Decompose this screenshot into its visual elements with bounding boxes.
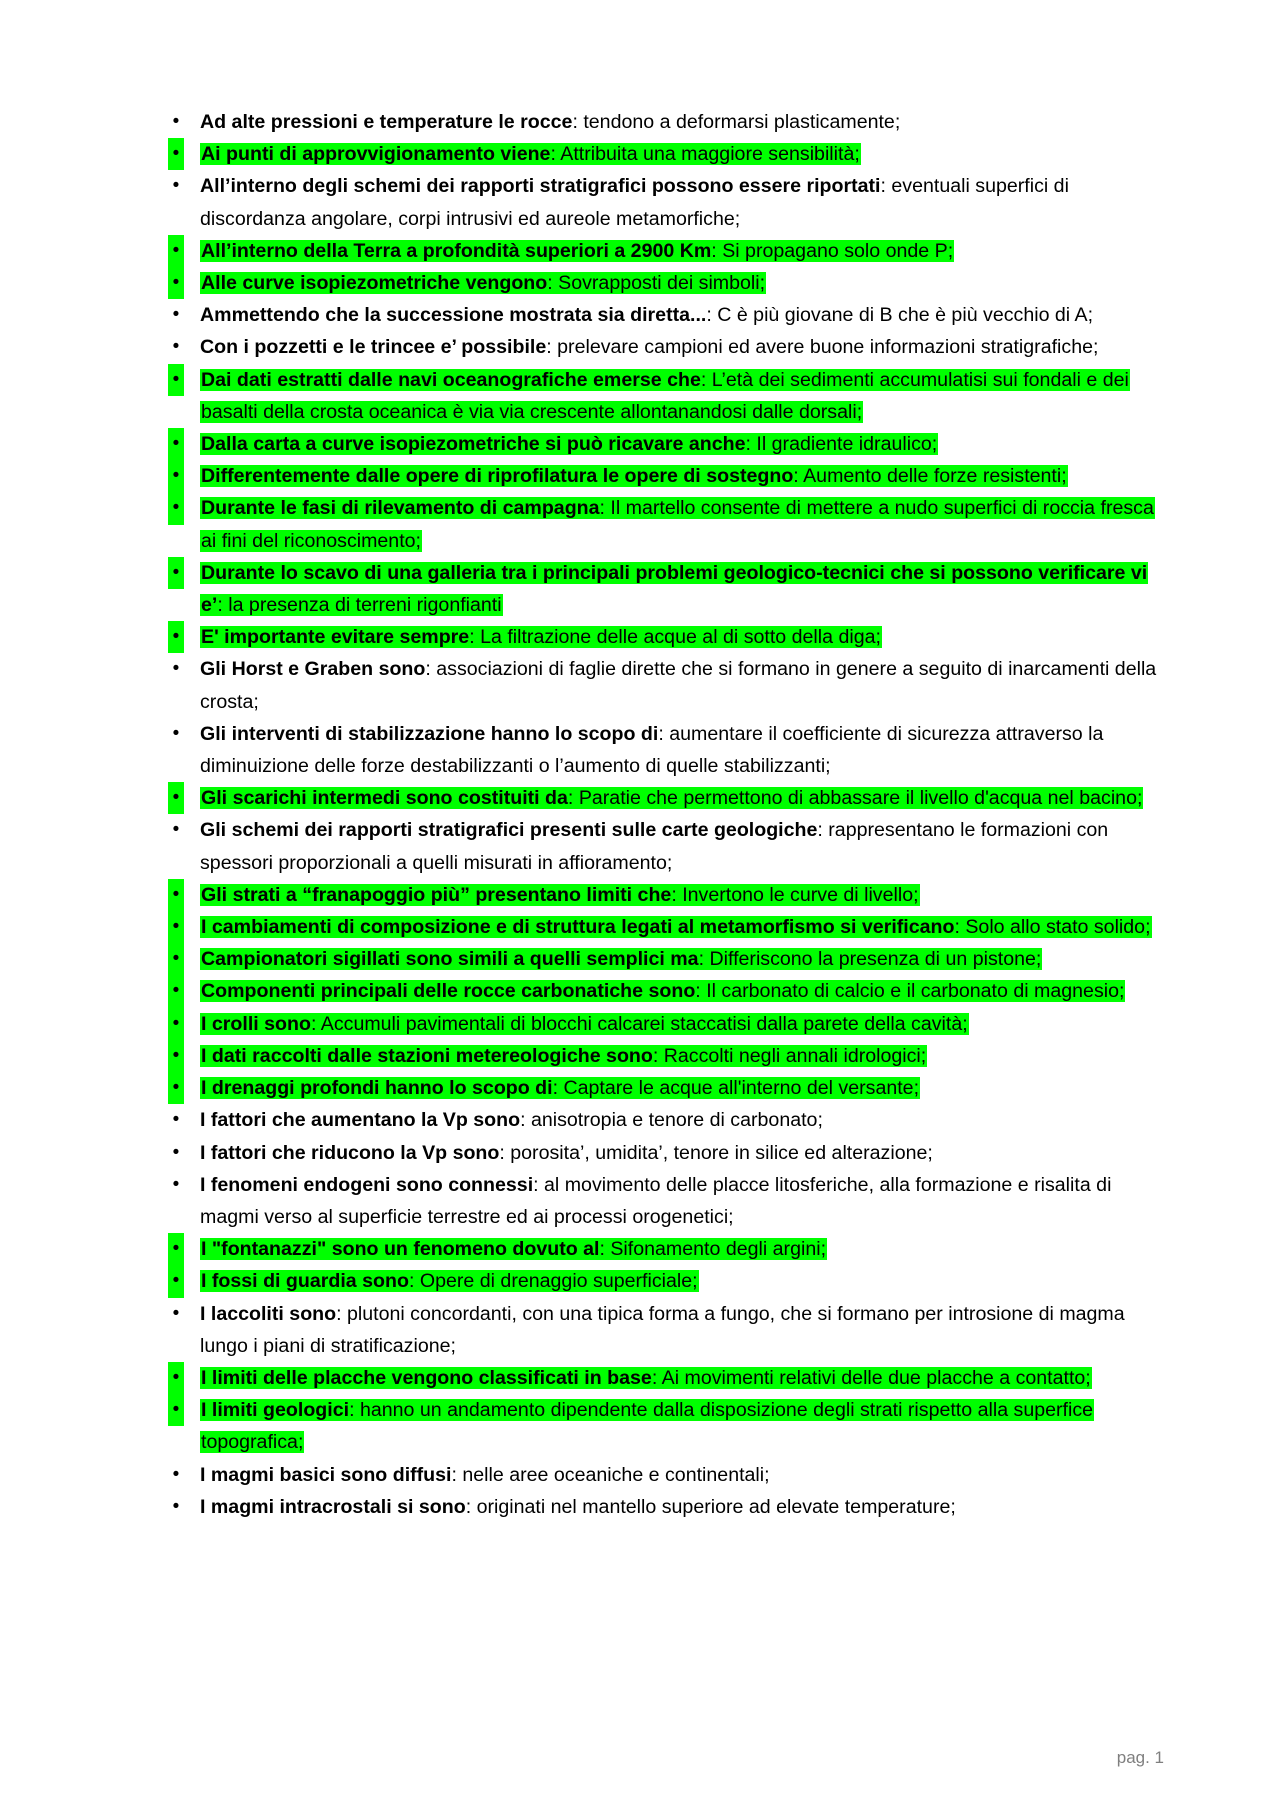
bullet-icon: •	[172, 722, 180, 744]
item-text	[200, 1303, 1125, 1357]
list-item	[172, 106, 1160, 138]
item-text	[200, 304, 1093, 326]
question-text: E' importante evitare sempre	[201, 626, 470, 649]
item-text	[200, 1013, 969, 1035]
list-item	[172, 879, 1160, 911]
bullet-icon: •	[168, 267, 184, 299]
question-text: I crolli sono	[201, 1012, 311, 1035]
item-text	[200, 1270, 699, 1292]
bullet-icon: •	[168, 1265, 184, 1297]
list-item	[172, 1137, 1160, 1169]
separator: :	[706, 304, 718, 327]
list-item	[172, 1491, 1160, 1523]
list-item	[172, 299, 1160, 331]
bullet-icon: •	[172, 336, 180, 358]
bullet-icon: •	[172, 1463, 180, 1485]
question-text: Ammettendo che la successione mostrata sia diretta...	[200, 304, 707, 327]
bullet-icon: •	[172, 819, 180, 841]
separator: :	[451, 1463, 463, 1486]
answer-text: Il gradiente idraulico;	[756, 433, 938, 456]
bullet-icon: •	[168, 428, 184, 460]
page-number: pag. 1	[1116, 1748, 1164, 1767]
item-text	[200, 819, 1108, 873]
separator: :	[599, 497, 611, 520]
question-text: Componenti principali delle rocce carbonatiche sono	[201, 980, 696, 1003]
bullet-icon: •	[168, 879, 184, 911]
bullet-icon: •	[168, 1008, 184, 1040]
question-text: I magmi intracrostali si sono	[200, 1495, 466, 1518]
question-text: I fossi di guardia sono	[201, 1270, 409, 1293]
item-text	[200, 1077, 920, 1099]
question-text: Durante lo scavo di una galleria tra i principali problemi geologico-tecnici che si possono verificare vi e’	[201, 561, 1148, 617]
question-text: Gli Horst e Graben sono	[200, 658, 426, 681]
answer-text: tendono a deformarsi plasticamente;	[583, 111, 901, 133]
answer-text: Ai movimenti relativi delle due placche a contatto;	[661, 1366, 1091, 1389]
bullet-icon: •	[172, 658, 180, 680]
answer-text: plutoni concordanti, con una tipica forma a fungo, che si formano per introsione di magma lungo i piani di stratificazione;	[200, 1302, 1125, 1357]
item-text	[200, 1399, 1094, 1453]
list-item	[172, 1233, 1160, 1265]
item-text	[200, 884, 920, 906]
separator: :	[336, 1302, 347, 1325]
separator: :	[217, 594, 229, 617]
question-text: I dati raccolti dalle stazioni metereologiche sono	[201, 1044, 653, 1067]
question-text: Gli schemi dei rapporti stratigrafici presenti sulle carte geologiche	[200, 819, 818, 842]
list-item	[172, 1169, 1160, 1233]
bullet-icon: •	[168, 911, 184, 943]
bullet-icon: •	[168, 138, 184, 170]
question-text: Gli strati a “franapoggio più” presentano limiti che	[201, 883, 672, 906]
bullet-icon: •	[172, 175, 180, 197]
question-text: Gli scarichi intermedi sono costituiti da	[201, 787, 568, 810]
separator: :	[547, 272, 559, 295]
list-item	[172, 138, 1160, 170]
item-text	[200, 465, 1068, 487]
answer-text: Sifonamento degli argini;	[610, 1238, 827, 1261]
question-text: Gli interventi di stabilizzazione hanno lo scopo di	[200, 722, 659, 745]
question-text: I magmi basici sono diffusi	[200, 1463, 452, 1486]
separator: :	[552, 1077, 564, 1100]
item-text	[200, 723, 1103, 777]
separator: :	[658, 722, 670, 745]
list-item	[172, 814, 1160, 878]
separator: :	[520, 1109, 531, 1132]
item-text	[200, 369, 1130, 423]
item-text	[200, 948, 1042, 970]
question-text: Ai punti di approvvigionamento viene	[201, 143, 551, 166]
bullet-icon: •	[172, 111, 180, 132]
question-text: I fattori che riducono la Vp sono	[200, 1141, 500, 1164]
answer-text: C è più giovane di B che è più vecchio di A;	[717, 304, 1094, 327]
bullet-icon: •	[172, 304, 180, 326]
list-item	[172, 1298, 1160, 1362]
list-item	[172, 331, 1160, 363]
answer-text: al movimento delle placce litosferiche, alla formazione e risalita di magmi verso al superficie terrestre ed ai processi orogenetici;	[200, 1173, 1112, 1228]
item-text	[200, 562, 1148, 616]
item-text	[200, 916, 1152, 938]
list-item	[172, 1459, 1160, 1491]
bullet-icon: •	[168, 1233, 184, 1265]
answer-text: Si propagano solo onde P;	[722, 239, 954, 262]
separator: :	[880, 175, 892, 198]
bullet-icon: •	[172, 1302, 180, 1324]
item-text	[200, 433, 938, 455]
list-item	[172, 653, 1160, 717]
bullet-icon: •	[168, 1394, 184, 1426]
answer-text: la presenza di terreni rigonfianti	[228, 594, 502, 617]
answer-text: La filtrazione delle acque al di sotto della diga;	[480, 626, 881, 649]
item-text	[200, 626, 882, 648]
list-item	[172, 235, 1160, 267]
answer-text: associazioni di faglie dirette che si formano in genere a seguito di inarcamenti della crosta;	[200, 658, 1157, 713]
answer-text: hanno un andamento dipendente dalla disposizione degli strati rispetto alla superfice topografica;	[201, 1399, 1094, 1454]
answer-text: Differiscono la presenza di un pistone;	[709, 948, 1042, 971]
bullet-icon: •	[172, 1109, 180, 1131]
item-text	[200, 658, 1156, 712]
item-text	[200, 1464, 770, 1486]
bullet-icon: •	[168, 235, 184, 267]
bullet-icon: •	[168, 1040, 184, 1072]
separator: :	[546, 336, 558, 359]
question-text: I fattori che aumentano la Vp sono	[200, 1109, 521, 1132]
item-text	[200, 1045, 927, 1067]
answer-text: Solo allo stato solido;	[965, 916, 1151, 939]
question-text: Campionatori sigillati sono simili a quelli semplici ma	[201, 948, 699, 971]
question-text: I fenomeni endogeni sono connessi	[200, 1173, 534, 1196]
item-text	[200, 497, 1155, 551]
separator: :	[652, 1044, 664, 1067]
list-item	[172, 170, 1160, 234]
bullet-icon: •	[168, 492, 184, 524]
answer-text: L’età dei sedimenti accumulatisi sui fondali e dei basalti della crosta oceanica è via via crescente allontanandosi dalle dorsali;	[201, 368, 1129, 423]
list-item	[172, 911, 1160, 943]
item-text	[200, 1496, 956, 1518]
item-text	[200, 1238, 827, 1260]
list-item	[172, 428, 1160, 460]
separator: :	[671, 883, 683, 906]
separator: :	[700, 368, 712, 391]
question-text: Con i pozzetti e le trincee e’ possibile	[200, 336, 547, 359]
question-text: Alle curve isopiezometriche vengono	[201, 272, 548, 295]
list-item	[172, 557, 1160, 621]
separator: :	[698, 948, 710, 971]
question-text: All’interno degli schemi dei rapporti stratigrafici possono essere riportati	[200, 175, 881, 198]
list-item	[172, 1040, 1160, 1072]
item-text	[200, 111, 900, 133]
answer-text: prelevare campioni ed avere buone informazioni stratigrafiche;	[557, 336, 1099, 359]
question-text: I drenaggi profondi hanno lo scopo di	[201, 1077, 553, 1100]
question-text: I cambiamenti di composizione e di struttura legati al metamorfismo si verificano	[201, 916, 955, 939]
separator: :	[572, 111, 584, 133]
bullet-icon: •	[168, 364, 184, 396]
list-item	[172, 1265, 1160, 1297]
answer-text: Sovrapposti dei simboli;	[558, 272, 766, 295]
separator: :	[310, 1012, 321, 1035]
separator: :	[469, 626, 481, 649]
separator: :	[954, 916, 966, 939]
question-text: I laccoliti sono	[200, 1302, 337, 1325]
item-text	[200, 143, 861, 165]
item-text	[200, 336, 1098, 358]
item-text	[200, 240, 954, 262]
question-text: I limiti delle placche vengono classificati in base	[201, 1366, 652, 1389]
answer-text: Invertono le curve di livello;	[682, 883, 919, 906]
bullet-icon: •	[172, 1173, 180, 1195]
separator: :	[793, 465, 804, 488]
list-item	[172, 1072, 1160, 1104]
item-text	[200, 175, 1069, 229]
item-text	[200, 1109, 823, 1131]
answer-text: eventuali superfici di discordanza angolare, corpi intrusivi ed aureole metamorfiche;	[200, 175, 1069, 230]
separator: :	[408, 1270, 420, 1293]
answer-text: aumentare il coefficiente di sicurezza attraverso la diminuizione delle forze destabilizzanti o l’aumento di quelle stabilizzanti;	[200, 722, 1104, 778]
question-text: I "fontanazzi" sono un fenomeno dovuto al	[201, 1238, 600, 1261]
bullet-icon: •	[168, 460, 184, 492]
bullet-icon: •	[168, 557, 184, 589]
bullet-icon: •	[168, 943, 184, 975]
separator: :	[425, 658, 437, 681]
question-text: Ad alte pressioni e temperature le rocce	[200, 111, 573, 133]
separator: :	[695, 980, 707, 1003]
bullet-icon: •	[168, 1362, 184, 1394]
list-item	[172, 1008, 1160, 1040]
answer-text: Il martello consente di mettere a nudo superfici di roccia fresca ai fini del riconoscimento;	[201, 497, 1154, 552]
list-item	[172, 621, 1160, 653]
separator: :	[550, 143, 561, 166]
separator: :	[499, 1141, 511, 1164]
separator: :	[651, 1366, 662, 1389]
list-item	[172, 492, 1160, 556]
separator: :	[711, 239, 723, 262]
item-text	[200, 787, 1143, 809]
answer-text: Aumento delle forze resistenti;	[803, 465, 1067, 488]
answer-text: Accumuli pavimentali di blocchi calcarei staccatisi dalla parete della cavità;	[320, 1012, 968, 1035]
bullet-icon: •	[172, 1141, 180, 1163]
bullet-icon: •	[168, 621, 184, 653]
list-item	[172, 782, 1160, 814]
list-item	[172, 1104, 1160, 1136]
list-item	[172, 460, 1160, 492]
item-text	[200, 1174, 1111, 1228]
question-text: Dalla carta a curve isopiezometriche si può ricavare anche	[201, 433, 746, 456]
question-text: I limiti geologici	[201, 1399, 350, 1422]
list-item	[172, 718, 1160, 782]
list-item	[172, 364, 1160, 428]
separator: :	[567, 787, 579, 810]
qa-bullet-list	[172, 106, 1160, 1523]
list-item	[172, 975, 1160, 1007]
bullet-icon: •	[168, 1072, 184, 1104]
answer-text: Captare le acque all'interno del versante;	[563, 1077, 920, 1100]
separator: :	[349, 1399, 360, 1422]
question-text: Differentemente dalle opere di riprofilatura le opere di sostegno	[201, 465, 794, 488]
separator: :	[599, 1238, 611, 1261]
list-item	[172, 1394, 1160, 1458]
answer-text: Paratie che permettono di abbassare il livello d'acqua nel bacino;	[578, 787, 1143, 810]
answer-text: Opere di drenaggio superficiale;	[419, 1270, 698, 1293]
list-item	[172, 267, 1160, 299]
item-text	[200, 1367, 1092, 1389]
separator: :	[465, 1495, 477, 1518]
item-text	[200, 272, 766, 294]
question-text: Durante le fasi di rilevamento di campagna	[201, 497, 600, 520]
bullet-icon: •	[168, 975, 184, 1007]
separator: :	[817, 819, 829, 842]
bullet-icon: •	[172, 1495, 180, 1517]
item-text	[200, 980, 1125, 1002]
answer-text: originati nel mantello superiore ad elevate temperature;	[476, 1495, 956, 1518]
answer-text: porosita’, umidita’, tenore in silice ed alterazione;	[510, 1141, 933, 1164]
answer-text: Raccolti negli annali idrologici;	[663, 1044, 927, 1067]
answer-text: anisotropia e tenore di carbonato;	[530, 1109, 823, 1132]
answer-text: nelle aree oceaniche e continentali;	[462, 1463, 770, 1486]
answer-text: Attribuita una maggiore sensibilità;	[560, 143, 860, 166]
separator: :	[745, 433, 757, 456]
bullet-icon: •	[168, 782, 184, 814]
question-text: Dai dati estratti dalle navi oceanografiche emerse che	[201, 368, 701, 391]
item-text	[200, 1142, 933, 1164]
answer-text: Il carbonato di calcio e il carbonato di magnesio;	[706, 980, 1125, 1003]
question-text: All’interno della Terra a profondità superiori a 2900 Km	[201, 239, 712, 262]
separator: :	[533, 1173, 545, 1196]
list-item	[172, 1362, 1160, 1394]
list-item	[172, 943, 1160, 975]
answer-text: rappresentano le formazioni con spessori proporzionali a quelli misurati in affioramento;	[200, 819, 1109, 874]
